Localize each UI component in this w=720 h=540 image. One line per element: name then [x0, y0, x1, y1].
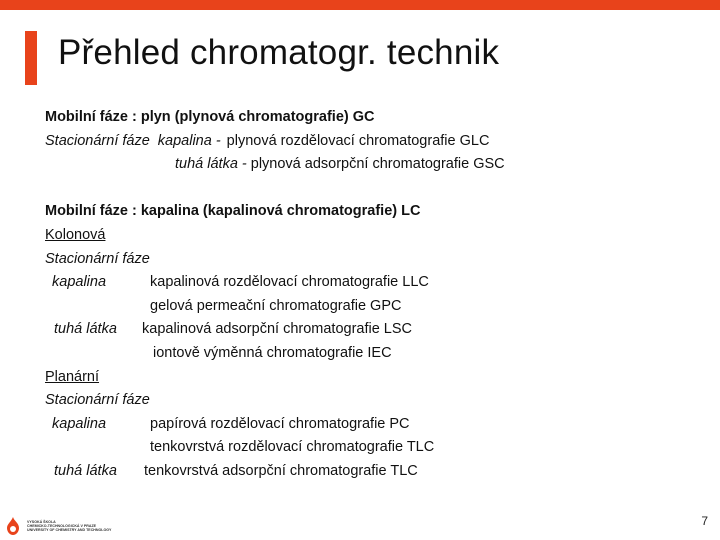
spacer [45, 177, 685, 201]
column-row [45, 295, 685, 319]
column-heading: Kolonová [45, 226, 106, 243]
title-accent-bar [25, 31, 37, 85]
column-stationary-label: Stacionární fáze [45, 250, 150, 267]
gas-stationary-liquid-row [45, 130, 685, 154]
gas-liquid-method: plynová rozdělovací chromatografie GLC [226, 132, 490, 149]
column-row-phase: kapalina [52, 274, 107, 291]
planar-stationary-label: Stacionární fáze [45, 392, 150, 409]
planar-row [45, 413, 685, 437]
planar-row [45, 460, 685, 484]
column-row [45, 271, 685, 295]
planar-row-method: tenkovrstvá rozdělovací chromatografie TLC [150, 439, 435, 456]
university-logo [5, 516, 137, 536]
flame-logo-icon [5, 517, 21, 535]
top-accent-bar [0, 0, 720, 10]
logo-line: CHEMICKO-TECHNOLOGICKÁ V PRAZE [27, 523, 97, 528]
column-row-method: kapalinová rozdělovací chromatografie LLC [150, 274, 429, 291]
planar-row [45, 436, 685, 460]
gas-liquid-label: kapalina - [157, 132, 221, 149]
column-row-phase: tuhá látka [54, 321, 117, 338]
gas-solid-method: plynová adsorpční chromatografie GSC [250, 156, 505, 173]
gas-stationary-solid-row [45, 153, 685, 177]
logo-line: VYSOKÁ ŠKOLA [27, 519, 56, 524]
planar-heading: Planární [45, 368, 100, 385]
planar-row-method: tenkovrstvá adsorpční chromatografie TLC [144, 462, 418, 479]
liquid-mobile-phase: Mobilní fáze : kapalina (kapalinová chromatografie) LC [45, 203, 421, 220]
logo-line: UNIVERSITY OF CHEMISTRY AND TECHNOLOGY [27, 528, 112, 533]
planar-row-phase: tuhá látka [54, 462, 117, 479]
planar-row-phase: kapalina [52, 415, 107, 432]
column-row-method: gelová permeační chromatografie GPC [150, 297, 402, 314]
gas-solid-label: tuhá látka - [175, 156, 247, 173]
gas-stationary-label: Stacionární fáze [45, 132, 150, 149]
column-row [45, 318, 685, 342]
column-row-method: kapalinová adsorpční chromatografie LSC [142, 321, 413, 338]
slide-content [45, 106, 685, 484]
planar-row-method: papírová rozdělovací chromatografie PC [150, 415, 410, 432]
page-number: 7 [701, 514, 708, 528]
logo-text [27, 520, 137, 533]
column-row [45, 342, 685, 366]
slide-title: Přehled chromatogr. technik [58, 33, 500, 72]
gas-mobile-phase: Mobilní fáze : plyn (plynová chromatografie) GC [45, 109, 375, 125]
column-row-method: iontově výměnná chromatografie IEC [153, 344, 392, 361]
